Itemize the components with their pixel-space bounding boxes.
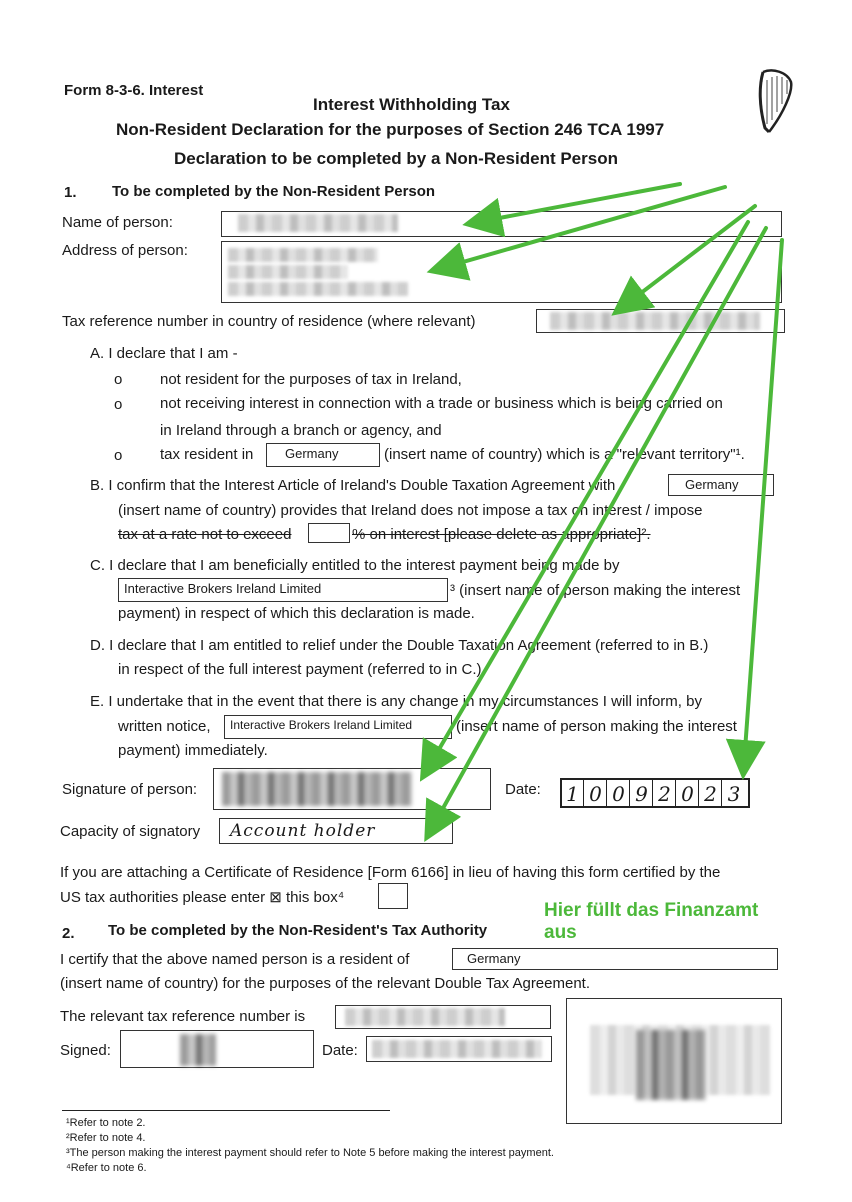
capacity-value: Account holder xyxy=(230,821,376,841)
bullet-3: o xyxy=(114,447,123,464)
section2-country-value: Germany xyxy=(467,951,521,966)
address-redacted-1 xyxy=(228,248,378,262)
partA-item-2b: in Ireland through a branch or agency, and xyxy=(160,422,442,439)
partB-line-3-tail: % on interest [please delete as appropriate]². xyxy=(352,526,651,543)
partD-line-1: D. I declare that I am entitled to relief under the Double Taxation Agreement (referred to in B.) xyxy=(90,637,709,654)
dta-country-field[interactable] xyxy=(668,474,774,496)
signature-redacted xyxy=(222,772,412,806)
footnote-3: ³The person making the interest payment should refer to Note 5 before making the interest payment. xyxy=(66,1147,554,1159)
partA-item-1: not resident for the purposes of tax in Ireland, xyxy=(160,371,462,388)
partA-item-2a: not receiving interest in connection with a trade or business which is being carried on xyxy=(160,395,723,412)
date-digit-2: 0 xyxy=(585,780,607,808)
stamp-redacted-core xyxy=(636,1030,706,1100)
address-redacted-2 xyxy=(228,265,348,279)
date-digit-3: 0 xyxy=(608,780,630,808)
partB-line-2: (insert name of country) provides that Ireland does not impose a tax on interest / impose xyxy=(118,502,703,519)
partC-line-1: C. I declare that I am beneficially entitled to the interest payment being made by xyxy=(90,557,620,574)
partE-payer-field[interactable] xyxy=(224,715,452,739)
partB-line-1: B. I confirm that the Interest Article of Ireland's Double Taxation Agreement with xyxy=(90,477,616,494)
partE-line-1: E. I undertake that in the event that there is any change in my circumstances I will inform, by xyxy=(90,693,702,710)
section2-line-2: (insert name of country) for the purposes of the relevant Double Tax Agreement. xyxy=(60,975,591,992)
section2-number: 2. xyxy=(62,925,75,942)
footnote-4: ⁴Refer to note 6. xyxy=(66,1162,147,1174)
taxref-label: Tax reference number in country of residence (where relevant) xyxy=(62,313,476,330)
bullet-2: o xyxy=(114,396,123,413)
partE-line-3: payment) immediately. xyxy=(118,742,268,759)
title-line-2: Non-Resident Declaration for the purposes of Section 246 TCA 1997 xyxy=(116,120,665,139)
residence-country-field[interactable] xyxy=(266,443,380,467)
date-digit-4: 9 xyxy=(631,780,653,808)
rate-field[interactable] xyxy=(308,523,350,543)
section2-date-label: Date: xyxy=(322,1042,358,1059)
section1-heading: To be completed by the Non-Resident Person xyxy=(112,183,436,200)
certificate-note-line-1: If you are attaching a Certificate of Residence [Form 6166] in lieu of having this form certified by the xyxy=(60,864,721,881)
taxref-redacted xyxy=(550,312,760,330)
partE-line-2-post: (insert name of person making the interest xyxy=(456,718,737,735)
footnote-2: ²Refer to note 4. xyxy=(66,1132,146,1144)
section2-date-redacted xyxy=(372,1040,542,1058)
date-field[interactable] xyxy=(560,778,750,808)
certificate-note-line-2: US tax authorities please enter ⊠ this box⁴ xyxy=(60,889,345,906)
partA-item-3-pre: tax resident in xyxy=(160,446,254,463)
date-digit-5: 2 xyxy=(654,780,676,808)
partB-line-3-struck: tax at a rate not to exceed xyxy=(118,526,292,543)
date-digit-1: 1 xyxy=(562,780,584,808)
footnote-divider xyxy=(62,1110,390,1111)
capacity-label: Capacity of signatory xyxy=(60,823,201,840)
signature-label: Signature of person: xyxy=(62,781,198,798)
title-line-3: Declaration to be completed by a Non-Resident Person xyxy=(174,149,618,168)
partC-line-2-post: ³ (insert name of person making the interest xyxy=(450,582,741,599)
section2-signed-redacted xyxy=(180,1034,216,1066)
residence-country-value: Germany xyxy=(285,446,339,461)
partE-line-2-pre: written notice, xyxy=(118,718,211,735)
date-digit-7: 2 xyxy=(700,780,722,808)
partA-item-3-post: (insert name of country) which is a "relevant territory"¹. xyxy=(384,446,745,463)
partC-line-3: payment) in respect of which this declaration is made. xyxy=(118,605,475,622)
partE-payer-value: Interactive Brokers Ireland Limited xyxy=(230,718,413,732)
name-label: Name of person: xyxy=(62,214,173,231)
date-digit-6: 0 xyxy=(677,780,699,808)
partC-payer-field[interactable] xyxy=(118,578,448,602)
section2-heading: To be completed by the Non-Resident's Tax Authority xyxy=(108,922,488,939)
section2-taxref-redacted xyxy=(345,1008,505,1026)
bullet-1: o xyxy=(114,371,123,388)
partA-label: A. I declare that I am - xyxy=(90,345,238,362)
certificate-checkbox[interactable] xyxy=(378,883,408,909)
address-label: Address of person: xyxy=(62,242,188,259)
section1-number: 1. xyxy=(64,184,77,201)
footnote-1: ¹Refer to note 2. xyxy=(66,1117,146,1129)
address-redacted-3 xyxy=(228,282,408,296)
harp-emblem-icon xyxy=(755,66,797,138)
form-id: Form 8-3-6. Interest xyxy=(64,82,204,99)
name-redacted xyxy=(238,214,398,232)
partC-payer-value: Interactive Brokers Ireland Limited xyxy=(124,581,322,596)
dta-country-value: Germany xyxy=(685,477,739,492)
capacity-field[interactable] xyxy=(219,818,453,844)
title-line-1: Interest Withholding Tax xyxy=(313,95,510,114)
partD-line-2: in respect of the full interest payment (referred to in C.) xyxy=(118,661,482,678)
section2-signed-field[interactable] xyxy=(120,1030,314,1068)
section2-signed-label: Signed: xyxy=(60,1042,111,1059)
annotation-line-2: aus xyxy=(544,922,577,943)
date-label: Date: xyxy=(505,781,541,798)
section2-country-field[interactable] xyxy=(452,948,778,970)
date-digit-8: 3 xyxy=(727,782,741,806)
annotation-line-1: Hier füllt das Finanzamt xyxy=(544,900,759,921)
section2-taxref-label: The relevant tax reference number is xyxy=(60,1008,306,1025)
section2-line-1-pre: I certify that the above named person is a resident of xyxy=(60,951,410,968)
